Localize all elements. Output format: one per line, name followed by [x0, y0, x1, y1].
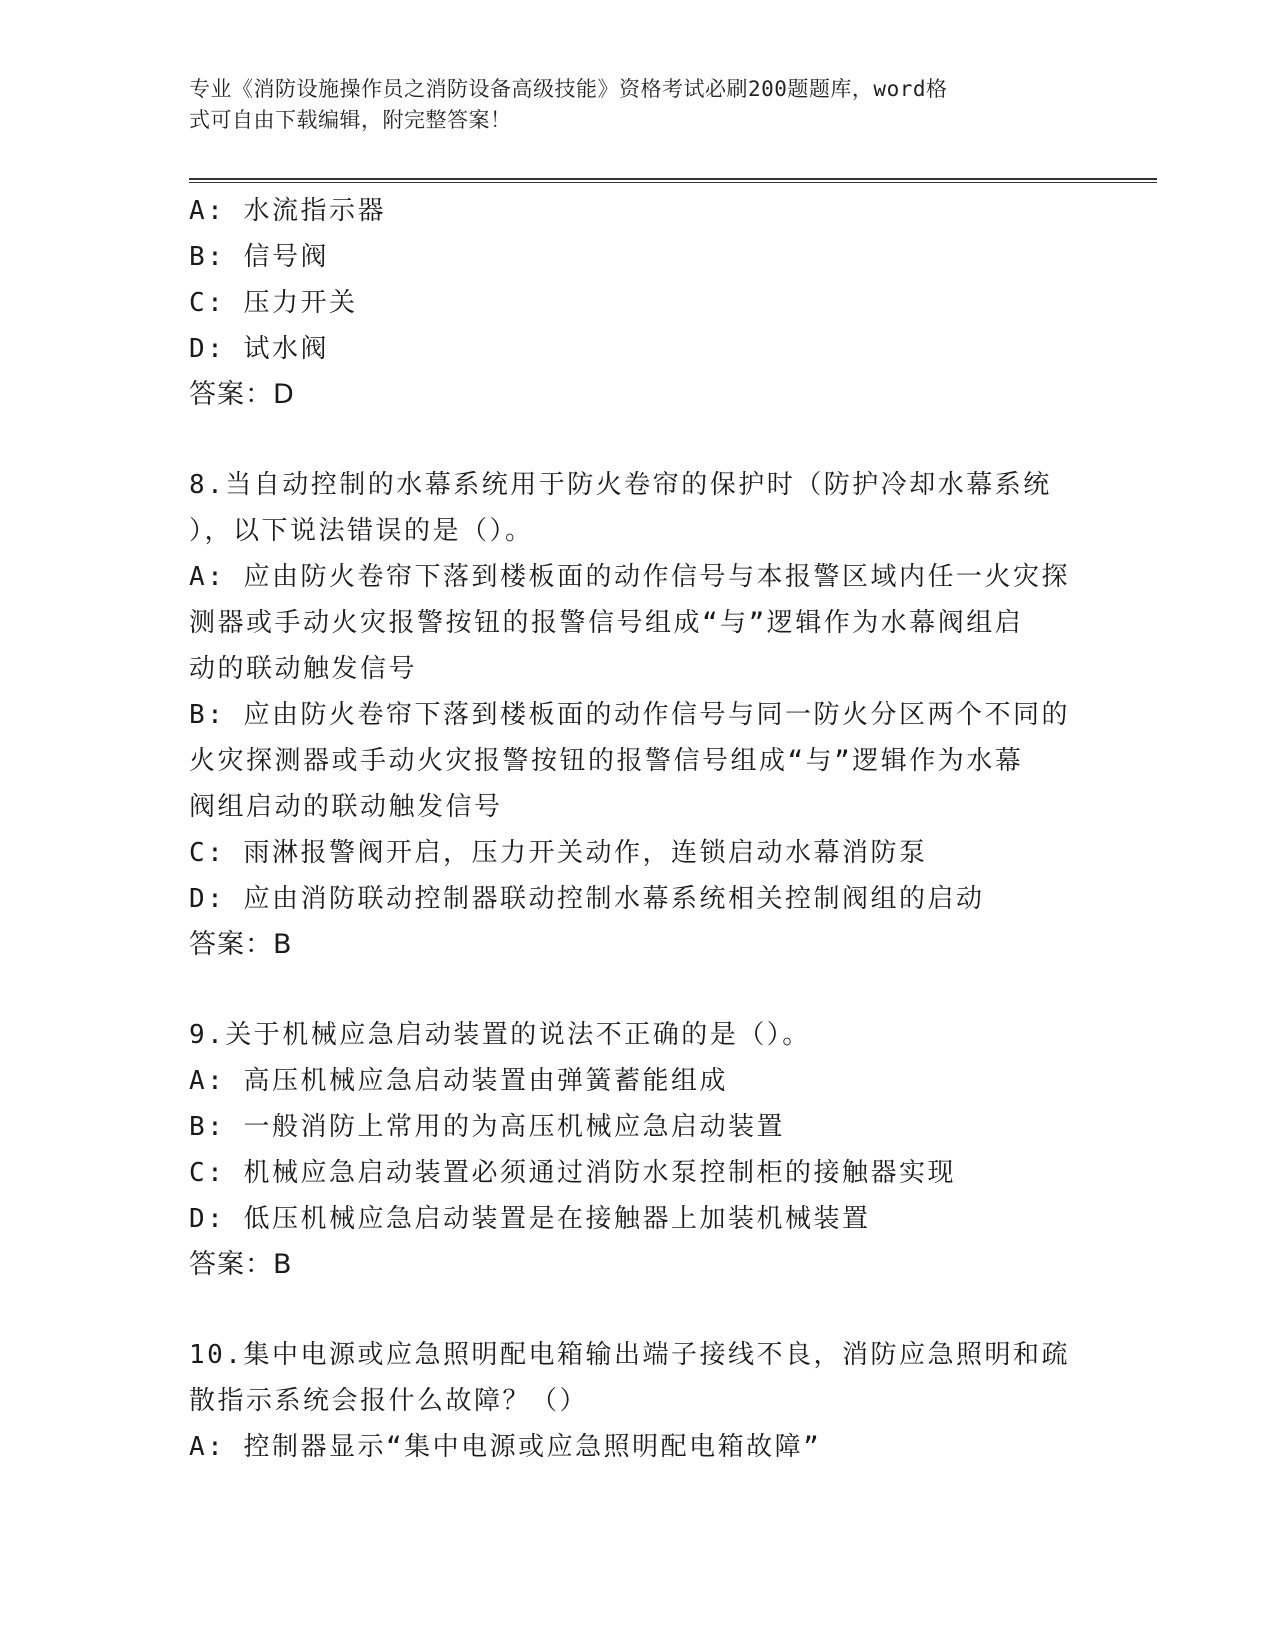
- option-d: D: 低压机械应急启动装置是在接触器上加装机械装置: [189, 1204, 871, 1234]
- answer: 答案：B: [189, 1249, 293, 1280]
- question-stem-line: 10.集中电源或应急照明配电箱输出端子接线不良，消防应急照明和疏: [189, 1340, 1070, 1370]
- option-a: A: 水流指示器: [189, 196, 386, 226]
- question-content: [189, 188, 1089, 1470]
- question-8: [189, 462, 1089, 968]
- question-stem-line: 散指示系统会报什么故障？（）: [189, 1386, 589, 1416]
- header-line-2: 式可自由下载编辑，附完整答案！: [189, 108, 512, 132]
- option-c: C: 机械应急启动装置必须通过消防水泵控制柜的接触器实现: [189, 1158, 956, 1188]
- option-d: D: 试水阀: [189, 334, 329, 364]
- option-a: A: 应由防火卷帘下落到楼板面的动作信号与本报警区域内任一火灾探: [189, 562, 1070, 592]
- option-c: C: 雨淋报警阀开启，压力开关动作，连锁启动水幕消防泵: [189, 838, 928, 868]
- option-b-cont: 火灾探测器或手动火灾报警按钮的报警信号组成“与”逻辑作为水幕: [189, 746, 1024, 776]
- document-header: [189, 74, 1069, 136]
- spacer: [189, 418, 1089, 462]
- spacer: [189, 1288, 1089, 1332]
- option-a-cont: 测器或手动火灾报警按钮的报警信号组成“与”逻辑作为水幕阀组启: [189, 608, 1024, 638]
- question-stem-line: 8.当自动控制的水幕系统用于防火卷帘的保护时（防护冷却水幕系统: [189, 470, 1052, 500]
- option-b: B: 一般消防上常用的为高压机械应急启动装置: [189, 1112, 785, 1142]
- header-line-1: 专业《消防设施操作员之消防设备高级技能》资格考试必刷200题题库，word格: [189, 77, 948, 101]
- question-stem-line: 9.关于机械应急启动装置的说法不正确的是（）。: [189, 1020, 811, 1050]
- answer: 答案：B: [189, 929, 293, 960]
- option-c: C: 压力开关: [189, 288, 358, 318]
- option-b-cont: 阀组启动的联动触发信号: [189, 792, 503, 822]
- header-divider-thick: [189, 178, 1157, 180]
- question-7: [189, 188, 1089, 418]
- option-a-cont: 动的联动触发信号: [189, 654, 418, 684]
- question-9: [189, 1012, 1089, 1288]
- answer: 答案：D: [189, 379, 295, 410]
- question-10: [189, 1332, 1089, 1470]
- question-stem-line: ），以下说法错误的是（）。: [189, 516, 534, 546]
- option-b: B: 信号阀: [189, 242, 329, 272]
- option-d: D: 应由消防联动控制器联动控制水幕系统相关控制阀组的启动: [189, 884, 985, 914]
- header-divider-thin: [189, 182, 1157, 183]
- option-b: B: 应由防火卷帘下落到楼板面的动作信号与同一防火分区两个不同的: [189, 700, 1070, 730]
- option-a: A: 高压机械应急启动装置由弹簧蓄能组成: [189, 1066, 728, 1096]
- spacer: [189, 968, 1089, 1012]
- option-a: A: 控制器显示“集中电源或应急照明配电箱故障”: [189, 1432, 822, 1462]
